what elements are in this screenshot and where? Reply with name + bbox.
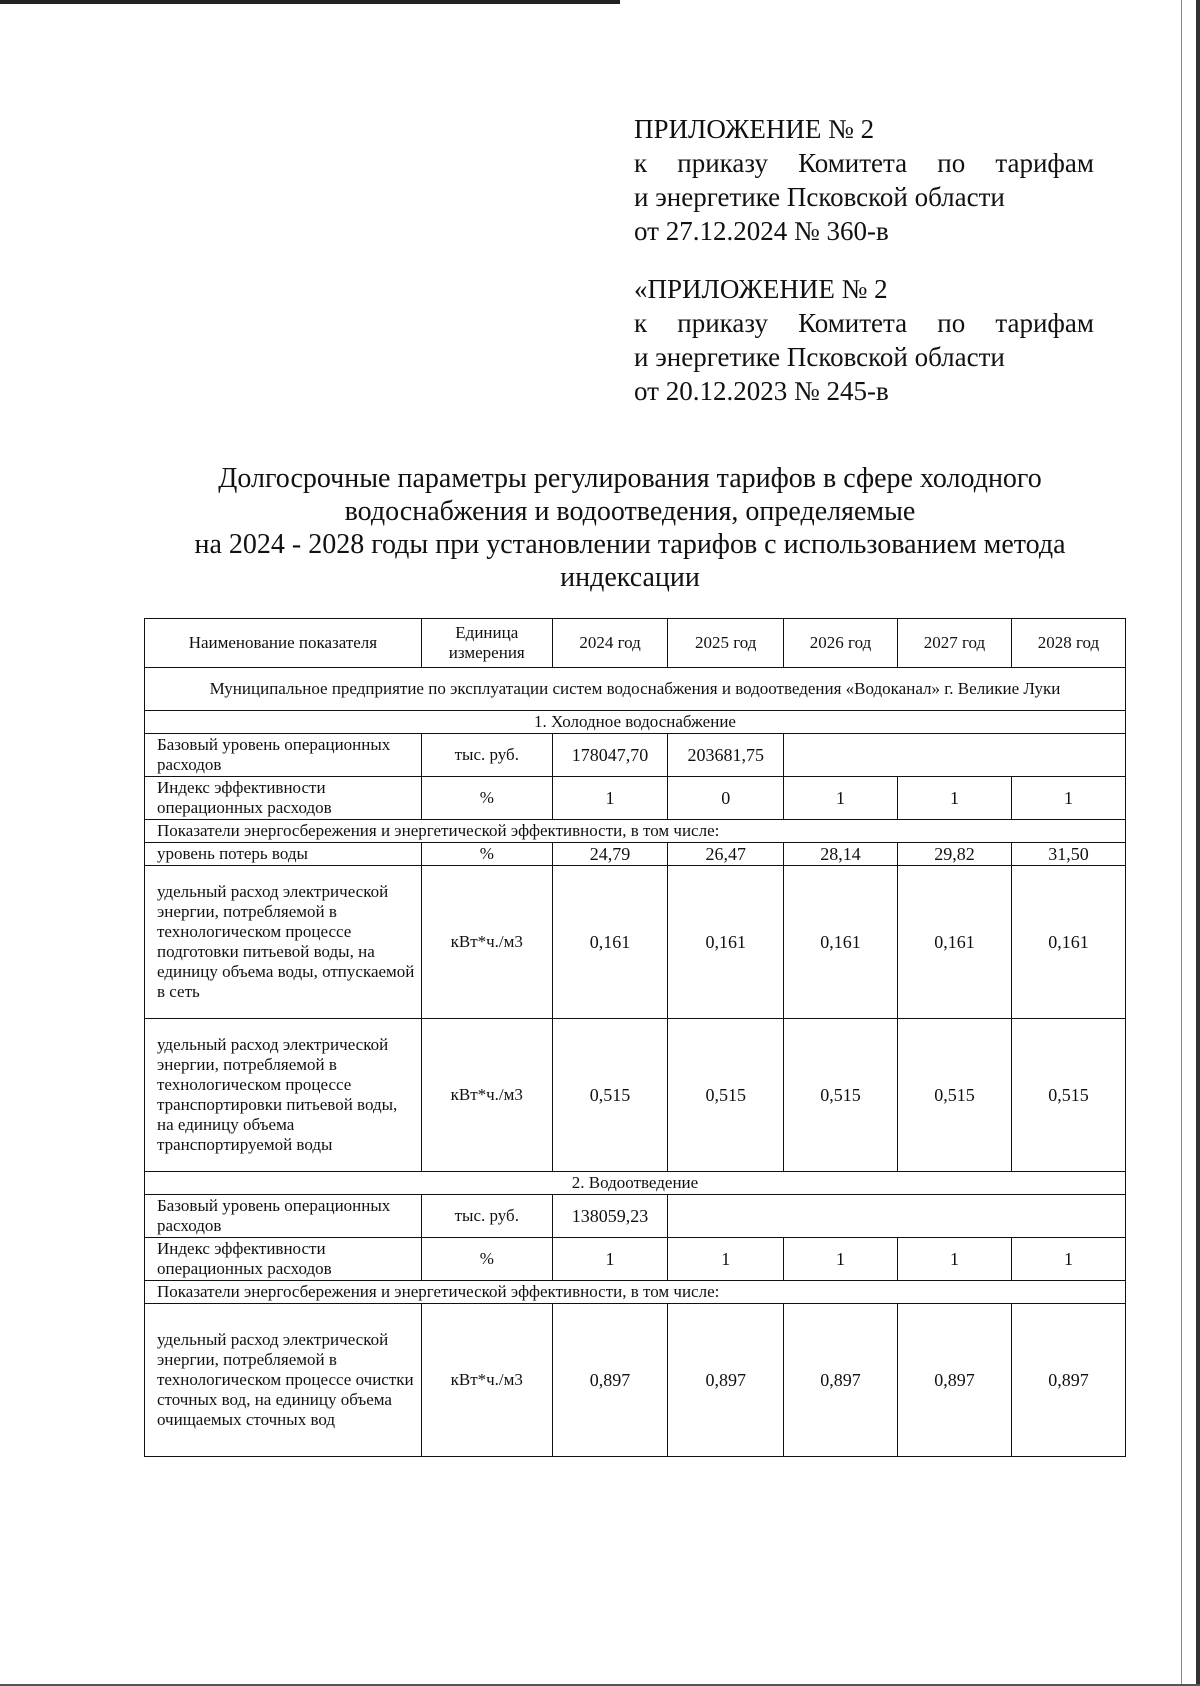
document-title — [170, 462, 1090, 594]
row-name: уровень потерь воды — [145, 843, 422, 866]
row-value: 178047,70 — [552, 734, 668, 777]
row-unit: % — [421, 777, 552, 820]
appendix-title: «ПРИЛОЖЕНИЕ № 2 — [634, 274, 888, 304]
row-value: 1 — [668, 1238, 784, 1281]
row-value: 28,14 — [784, 843, 898, 866]
row-unit: кВт*ч./м3 — [421, 1019, 552, 1172]
row-value: 0,161 — [668, 866, 784, 1019]
row-value: 0,161 — [898, 866, 1012, 1019]
row-value: 1 — [898, 1238, 1012, 1281]
appendix-date-line: от 20.12.2023 № 245-в — [634, 376, 889, 406]
row-name: удельный расход электрической энергии, потребляемой в технологическом процессе подготовки питьевой воды, на единицу объема воды, отпускаемой в сеть — [145, 866, 422, 1019]
header-unit: Единица измерения — [421, 619, 552, 668]
organization-name: Муниципальное предприятие по эксплуатации систем водоснабжения и водоотведения «Водоканал» г. Великие Луки — [145, 668, 1126, 711]
row-value: 1 — [898, 777, 1012, 820]
table-row — [145, 843, 1126, 866]
header-year: 2028 год — [1011, 619, 1125, 668]
table-row — [145, 1304, 1126, 1457]
row-name: удельный расход электрической энергии, потребляемой в технологическом процессе транспортировки питьевой воды, на единицу объема транспортируемой воды — [145, 1019, 422, 1172]
subsection-row — [145, 820, 1126, 843]
row-value: 1 — [552, 777, 668, 820]
section-row — [145, 1172, 1126, 1195]
row-value: 26,47 — [668, 843, 784, 866]
empty-cell — [668, 1195, 1126, 1238]
table-header-row — [145, 619, 1126, 668]
table-row — [145, 866, 1126, 1019]
table-row — [145, 734, 1126, 777]
row-name: Базовый уровень операционных расходов — [145, 1195, 422, 1238]
appendix-committee-line: и энергетике Псковской области — [634, 342, 1005, 372]
row-value: 0,515 — [668, 1019, 784, 1172]
appendix-date-line: от 27.12.2024 № 360-в — [634, 216, 889, 246]
section-cold-water: 1. Холодное водоснабжение — [145, 711, 1126, 734]
row-value: 203681,75 — [668, 734, 784, 777]
table-row — [145, 1195, 1126, 1238]
appendix-title: ПРИЛОЖЕНИЕ № 2 — [634, 114, 875, 144]
header-year: 2024 год — [552, 619, 668, 668]
title-line: Долгосрочные параметры регулирования тарифов в сфере холодного — [218, 463, 1042, 494]
subsection-row — [145, 1281, 1126, 1304]
row-value: 0,515 — [898, 1019, 1012, 1172]
row-value: 0,515 — [1011, 1019, 1125, 1172]
row-value: 0,897 — [784, 1304, 898, 1457]
row-unit: кВт*ч./м3 — [421, 866, 552, 1019]
scan-edge-inner — [1181, 0, 1182, 1686]
row-name: Базовый уровень операционных расходов — [145, 734, 422, 777]
empty-cell — [784, 734, 1126, 777]
row-value: 0,897 — [552, 1304, 668, 1457]
row-value: 138059,23 — [552, 1195, 668, 1238]
header-year: 2026 год — [784, 619, 898, 668]
appendix-order-line: к приказу Комитета по тарифам — [634, 308, 1094, 338]
row-value: 0,515 — [552, 1019, 668, 1172]
row-unit: % — [421, 1238, 552, 1281]
row-value: 1 — [552, 1238, 668, 1281]
header-indicator: Наименование показателя — [145, 619, 422, 668]
row-value: 31,50 — [1011, 843, 1125, 866]
row-unit: % — [421, 843, 552, 866]
row-name: удельный расход электрической энергии, потребляемой в технологическом процессе очистки сточных вод, на единицу объема очищаемых сточных вод — [145, 1304, 422, 1457]
row-value: 29,82 — [898, 843, 1012, 866]
row-value: 0,897 — [898, 1304, 1012, 1457]
row-value: 0 — [668, 777, 784, 820]
row-value: 0,515 — [784, 1019, 898, 1172]
organization-row — [145, 668, 1126, 711]
row-value: 0,897 — [668, 1304, 784, 1457]
row-unit: тыс. руб. — [421, 1195, 552, 1238]
header-year: 2025 год — [668, 619, 784, 668]
energy-indicators-header: Показатели энергосбережения и энергетической эффективности, в том числе: — [145, 820, 1126, 843]
row-name: Индекс эффективности операционных расходов — [145, 1238, 422, 1281]
row-value: 24,79 — [552, 843, 668, 866]
title-line: индексации — [560, 562, 700, 593]
title-line: водоснабжения и водоотведения, определяемые — [344, 496, 916, 527]
title-line: на 2024 - 2028 годы при установлении тарифов с использованием метода — [194, 529, 1066, 560]
row-value: 0,161 — [1011, 866, 1125, 1019]
appendix-committee-line: и энергетике Псковской области — [634, 182, 1005, 212]
table-row — [145, 1238, 1126, 1281]
table-row — [145, 777, 1126, 820]
row-value: 1 — [784, 1238, 898, 1281]
scan-edge-top — [0, 0, 620, 4]
row-value: 0,897 — [1011, 1304, 1125, 1457]
tariff-parameters-table — [144, 618, 1126, 1457]
row-value: 1 — [1011, 1238, 1125, 1281]
energy-indicators-header: Показатели энергосбережения и энергетической эффективности, в том числе: — [145, 1281, 1126, 1304]
appendix-previous — [634, 272, 1094, 408]
row-unit: тыс. руб. — [421, 734, 552, 777]
row-value: 0,161 — [784, 866, 898, 1019]
appendix-current — [634, 112, 1094, 248]
header-year: 2027 год — [898, 619, 1012, 668]
row-unit: кВт*ч./м3 — [421, 1304, 552, 1457]
table-row — [145, 1019, 1126, 1172]
appendix-order-line: к приказу Комитета по тарифам — [634, 148, 1094, 178]
row-value: 0,161 — [552, 866, 668, 1019]
section-row — [145, 711, 1126, 734]
row-name: Индекс эффективности операционных расходов — [145, 777, 422, 820]
scan-edge-right — [1196, 0, 1200, 1686]
row-value: 1 — [784, 777, 898, 820]
row-value: 1 — [1011, 777, 1125, 820]
section-wastewater: 2. Водоотведение — [145, 1172, 1126, 1195]
